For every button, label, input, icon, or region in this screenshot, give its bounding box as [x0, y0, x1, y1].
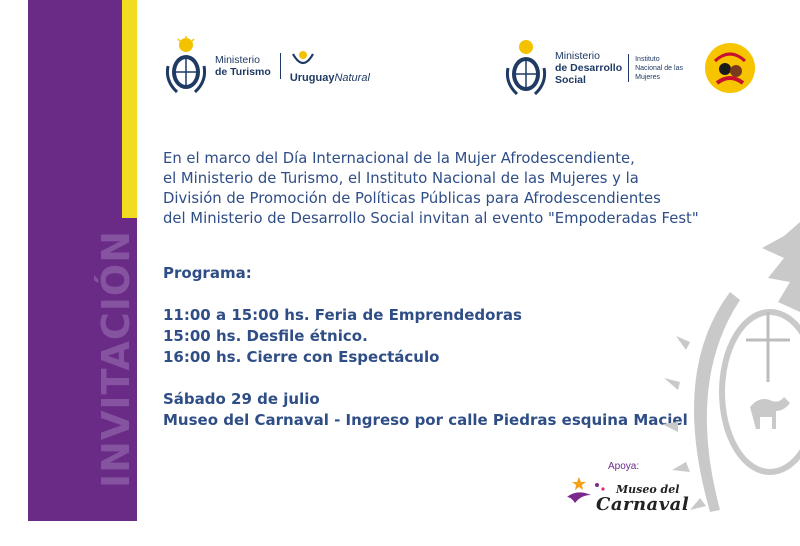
- logo-ministerio-turismo: [163, 36, 370, 96]
- ministerio-turismo-text: [215, 54, 271, 78]
- logo-divider: [628, 54, 629, 82]
- intro-paragraph: [163, 149, 763, 229]
- empoderadas-fest-emblem-icon: [705, 43, 755, 93]
- museo-line2: Carnaval: [596, 494, 690, 515]
- ministry-line2: de Turismo: [215, 66, 271, 78]
- ministry-line1: Ministerio: [215, 54, 260, 66]
- logo-ministerio-desarrollo-social: [503, 38, 683, 98]
- spacer: [163, 368, 723, 389]
- program-item: 15:00 hs. Desfile étnico.: [163, 327, 368, 345]
- yellow-accent-bar: [122, 0, 137, 218]
- event-date: Sábado 29 de julio: [163, 390, 320, 408]
- intro-line: del Ministerio de Desarrollo Social invitan al evento "Empoderadas Fest": [163, 210, 699, 227]
- program-item: 16:00 hs. Cierre con Espectáculo: [163, 348, 440, 366]
- logo-divider: [280, 53, 281, 79]
- intro-line: En el marco del Día Internacional de la Mujer Afrodescendiente,: [163, 150, 635, 167]
- intro-line: el Ministerio de Turismo, el Instituto Nacional de las Mujeres y la: [163, 170, 639, 187]
- uruguay-natural-text: [290, 72, 370, 84]
- instituto-mujeres-text: [635, 55, 683, 82]
- inst-line2: Nacional de las: [635, 64, 683, 72]
- inst-line1: Instituto: [635, 55, 660, 63]
- mides-line1: Ministerio: [555, 50, 600, 62]
- uruguay-coat-of-arms-icon: [163, 36, 209, 96]
- brand-italic: Natural: [334, 72, 370, 84]
- spacer: [163, 284, 723, 305]
- side-title-invitacion: INVITACIÓN: [94, 229, 138, 488]
- intro-line: División de Promoción de Políticas Públicas para Afrodescendientes: [163, 190, 661, 207]
- mides-line3: Social: [555, 74, 586, 86]
- star-icon: [572, 477, 586, 490]
- museo-line1: Museo del: [616, 483, 680, 496]
- program-item: 11:00 a 15:00 hs. Feria de Emprendedoras: [163, 306, 522, 324]
- event-location: Museo del Carnaval - Ingreso por calle Piedras esquina Maciel: [163, 411, 688, 429]
- inst-line3: Mujeres: [635, 73, 661, 81]
- support-label: Apoya:: [608, 461, 640, 472]
- uruguay-coat-of-arms-icon: [503, 38, 549, 98]
- mides-line2: de Desarrollo: [555, 62, 623, 74]
- uruguay-natural-logo: [290, 48, 370, 84]
- sun-icon: [290, 48, 316, 70]
- brand-main: Uruguay: [289, 72, 335, 84]
- empoderadas-fest-logo: [705, 43, 755, 93]
- ministerio-desarrollo-text: [555, 50, 622, 86]
- program-heading: Programa:: [163, 264, 252, 282]
- program-section: [163, 263, 723, 431]
